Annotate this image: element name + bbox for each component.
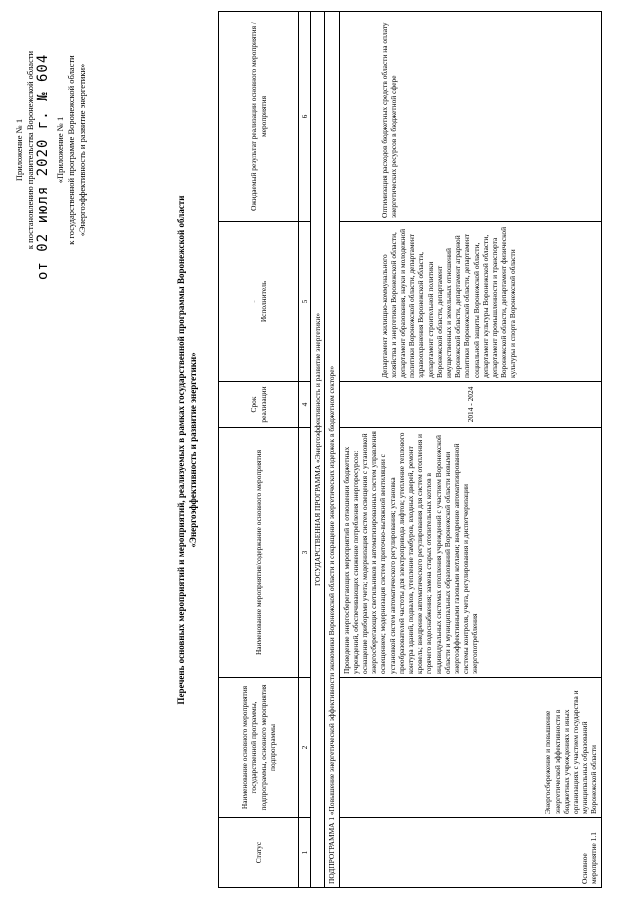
program-to: к государственной программе Воронежской области (66, 55, 76, 245)
col-header-content: Наименование мероприятия/содержание основного мероприятия (219, 428, 299, 678)
col-header-executor-label: Исполнитель (258, 280, 268, 323)
subprogram-row (325, 12, 339, 888)
pen-mark: - (249, 300, 259, 303)
col-number: 1 (299, 818, 311, 888)
measure-content-cell: Проведение энергосберегающих мероприятий в отношении бюджетных учреждений, обеспечивающих снижение потребления энергоресурсов: оснащение приборами учета; модернизация систем освещения с установкой энергосберегающих светильников и автоматизированных систем управления освещением; модернизация систем приточно-вытяжной вентиляции с установкой систем автоматического регулирования; установка преобразователей частоты для электропривода лифтов; утепление теплового контура зданий, подвалов, утепление тамбуров, входных дверей, ремонт кровель; внедрение автоматического регулирования для систем отопления и горячего водоснабжения; замена старых отопительных котлов в индивидуальных системах отопления учреждений с участием Воронежской области и муниципальных образований Воронежской области новыми энергоэффективными газовыми котлами; внедрение автоматизированной системы контроля, учета, регулирования и диспетчеризации энергопотребления (339, 428, 601, 678)
col-header-term: Срок реализации (219, 382, 299, 428)
date-line: от 02 июля 2020 г. № 604 (35, 53, 51, 280)
title-line-2: «Энергоэффективность и развитие энергетики» (188, 352, 198, 548)
document-header (14, 20, 88, 280)
appendix-to: к постановлению правительства Воронежской области (25, 50, 35, 250)
measures-table (218, 11, 602, 888)
col-header-status: Статус (219, 818, 299, 888)
header-row (219, 12, 299, 888)
status-cell: Основное мероприятие 1.1 (339, 818, 601, 888)
program-appendix: «Приложение № 1 (55, 116, 65, 184)
col-number: 6 (299, 12, 311, 222)
col-header-executor (219, 222, 299, 382)
document-title (175, 40, 199, 860)
result-cell: Оптимизация расходов бюджетных средств области на оплату энергетических ресурсов в бюджетной сфере (339, 12, 601, 222)
number-row (299, 12, 311, 888)
measure-name-cell: Энергосбережение и повышение энергетической эффективности в бюджетных учреждениях и иных организациях с участием государства и муниципальных образований Воронежской области (339, 678, 601, 818)
term-cell: 2014 - 2024 (339, 382, 601, 428)
table-row (339, 12, 601, 888)
program-row-cell: ГОСУДАРСТВЕННАЯ ПРОГРАММА «Энергоэффективность и развитие энергетики» (311, 12, 325, 888)
subprogram-row-cell: ПОДПРОГРАММА 1 «Повышение энергетической эффективности экономики Воронежской области и сокращение энергетических издержек в бюджетном секторе» (325, 12, 339, 888)
executor-cell: Департамент жилищно-коммунального хозяйства и энергетики Воронежской области, департамент образования, науки и молодежной политики Воронежской области, департамент здравоохранения Воронежской области, департамент строительной политики Воронежской области, департамент имущественных и земельных отношений Воронежской области, департамент аграрной политики Воронежской области, департамент социальной защиты Воронежской области, департамент культуры Воронежской области, департамент промышленности и транспорта Воронежской области, департамент физической культуры и спорта Воронежской области (339, 222, 601, 382)
col-number: 4 (299, 382, 311, 428)
col-header-result: Ожидаемый результат реализации основного мероприятия /мероприятия (219, 12, 299, 222)
appendix-title: Приложение № 1 (14, 118, 24, 182)
col-number: 2 (299, 678, 311, 818)
title-line-1: Перечень основных мероприятий и мероприятий, реализуемых в рамках государственной программы Воронежской области (176, 195, 186, 705)
program-row (311, 12, 325, 888)
col-number: 5 (299, 222, 311, 382)
col-header-name: Наименование основного мероприятия государственной программы, подпрограммы, основного мероприятия подпрограммы (219, 678, 299, 818)
program-name: «Энергоэффективность и развитие энергетики» (77, 63, 87, 237)
col-number: 3 (299, 428, 311, 678)
